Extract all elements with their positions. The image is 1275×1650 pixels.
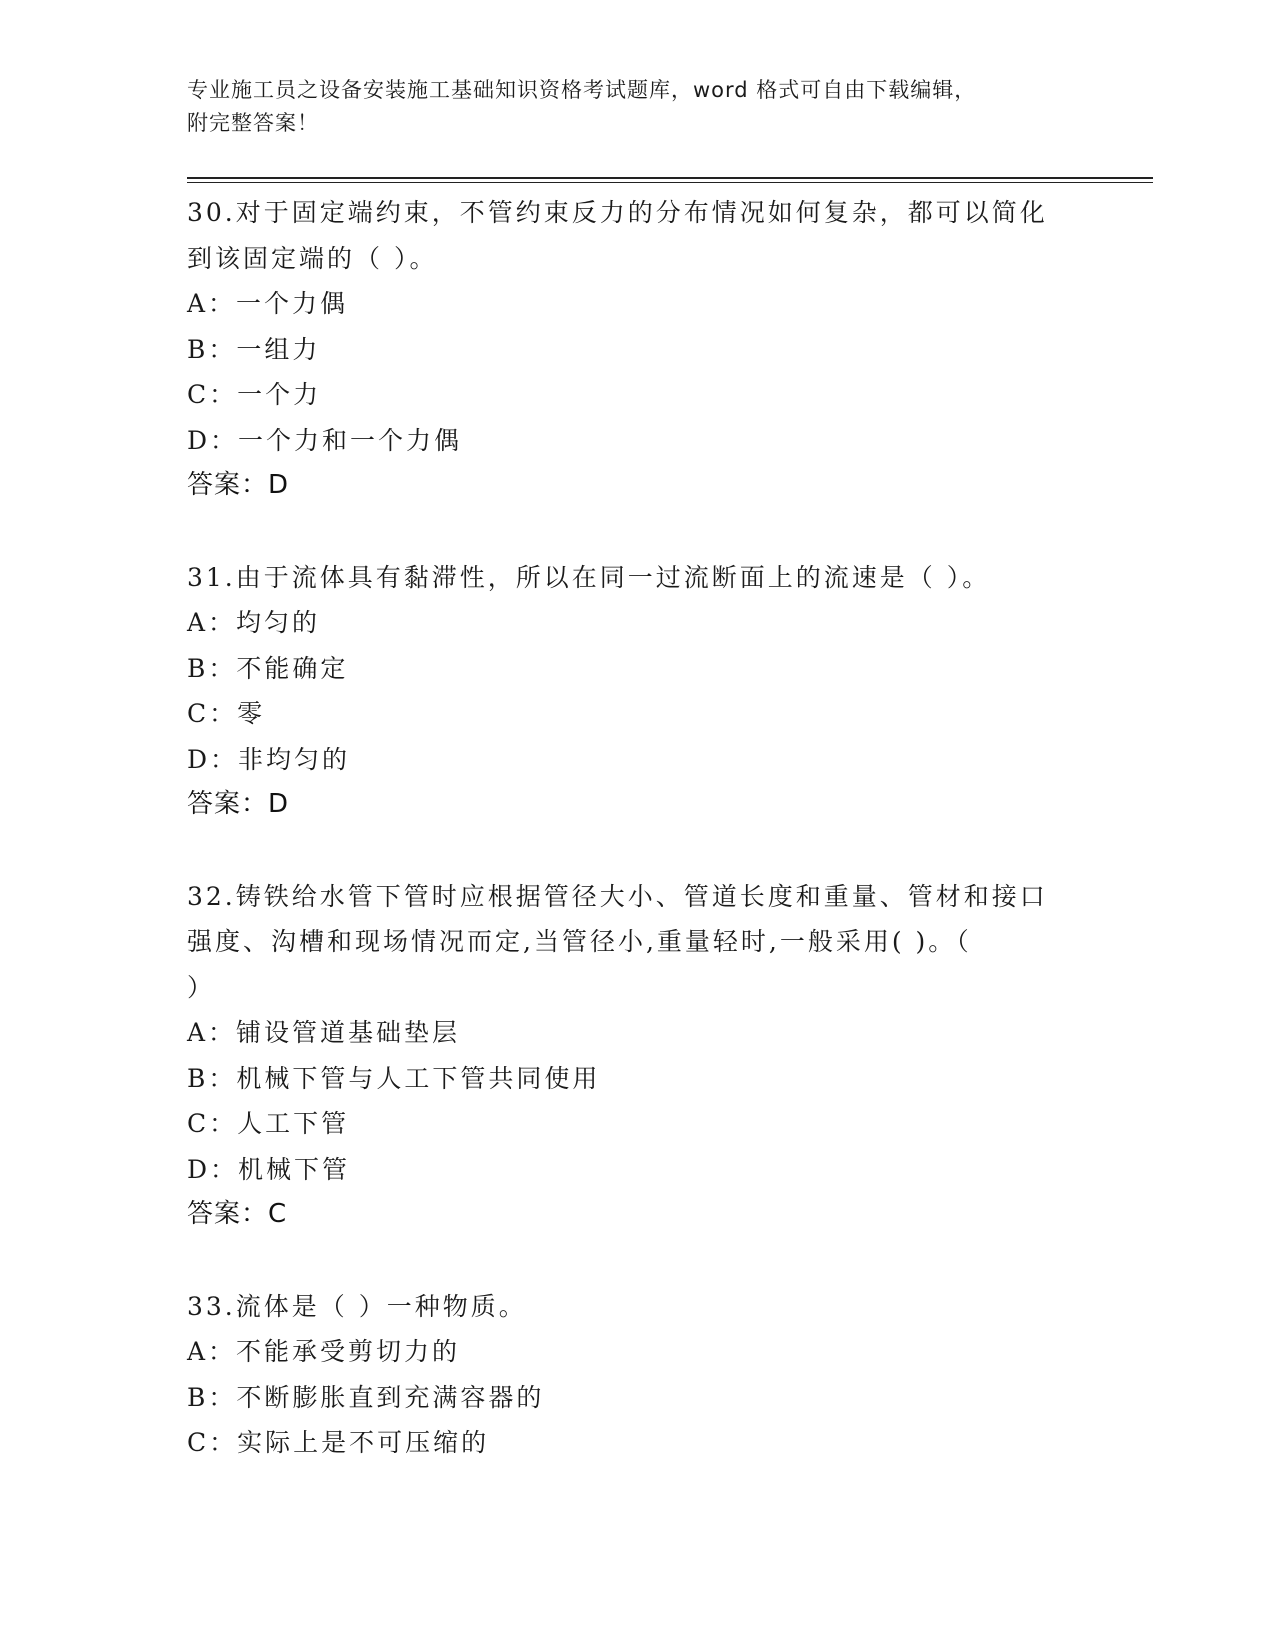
question-stem-line: 强度、沟槽和现场情况而定,当管径小,重量轻时,一般采用( )。（ xyxy=(187,927,972,956)
option-a: A：铺设管道基础垫层 xyxy=(187,1018,461,1047)
question-stem-line: 30.对于固定端约束，不管约束反力的分布情况如何复杂，都可以简化 xyxy=(187,198,1048,227)
question-stem-line: ） xyxy=(187,972,216,1002)
option-d: D：非均匀的 xyxy=(187,744,351,774)
option-d: D：机械下管 xyxy=(187,1154,351,1184)
answer-label: 答案：C xyxy=(187,1199,288,1229)
option-c: C：人工下管 xyxy=(187,1109,350,1138)
question-31 xyxy=(187,555,1087,828)
option-a: A：一个力偶 xyxy=(187,289,349,318)
option-a: A：均匀的 xyxy=(187,608,321,637)
option-b: B：机械下管与人工下管共同使用 xyxy=(187,1063,601,1093)
answer-label: 答案：D xyxy=(187,789,290,819)
question-30 xyxy=(187,190,1087,509)
option-b: B：一组力 xyxy=(187,334,321,364)
option-c: C：一个力 xyxy=(187,380,322,409)
option-b: B：不能确定 xyxy=(187,653,349,683)
question-stem-line: 32.铸铁给水管下管时应根据管径大小、管道长度和重量、管材和接口 xyxy=(187,881,1048,911)
option-c: C：实际上是不可压缩的 xyxy=(187,1428,490,1457)
question-33 xyxy=(187,1284,1087,1466)
header-line-2: 附完整答案！ xyxy=(187,111,319,135)
document-header xyxy=(187,74,1067,140)
header-divider-thick xyxy=(187,177,1153,179)
option-a: A：不能承受剪切力的 xyxy=(187,1337,461,1366)
option-b: B：不断膨胀直到充满容器的 xyxy=(187,1382,545,1412)
header-line-1: 专业施工员之设备安装施工基础知识资格考试题库，word 格式可自由下载编辑， xyxy=(187,78,977,102)
question-stem-line: 31.由于流体具有黏滞性，所以在同一过流断面上的流速是（ ）。 xyxy=(187,562,991,592)
option-d: D：一个力和一个力偶 xyxy=(187,425,463,455)
option-c: C：零 xyxy=(187,699,266,728)
question-list xyxy=(187,190,1087,1512)
question-stem-line: 到该固定端的（ ）。 xyxy=(187,243,438,273)
header-divider-thin xyxy=(187,182,1153,183)
question-stem-line: 33.流体是（ ）一种物质。 xyxy=(187,1291,527,1321)
question-32 xyxy=(187,874,1087,1238)
answer-label: 答案：D xyxy=(187,470,290,500)
